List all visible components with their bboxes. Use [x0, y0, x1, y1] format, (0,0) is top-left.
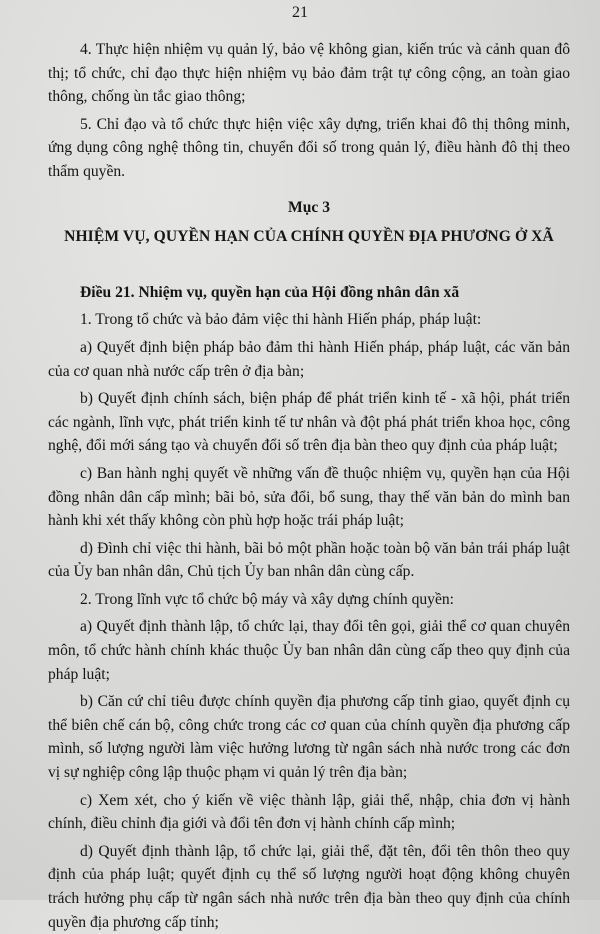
document-body	[48, 38, 570, 934]
section-title: NHIỆM VỤ, QUYỀN HẠN CỦA CHÍNH QUYỀN ĐỊA PHƯƠNG Ở XÃ	[64, 228, 554, 246]
paragraph-item-5: 5. Chỉ đạo và tổ chức thực hiện việc xây dựng, triển khai đô thị thông minh, ứng dụng công nghệ thông tin, chuyển đổi số trong quản lý, điều hành đô thị theo thẩm quyền.	[48, 115, 570, 180]
clause-2a: a) Quyết định thành lập, tổ chức lại, thay đổi tên gọi, giải thể cơ quan chuyên môn, tổ chức hành chính khác thuộc Ủy ban nhân dân cùng cấp theo quy định của pháp luật;	[48, 618, 570, 683]
clause-2d: d) Quyết định thành lập, tổ chức lại, giải thể, đặt tên, đổi tên thôn theo quy định của pháp luật; quyết định cụ thể số lượng người hoạt động không chuyên trách hưởng phụ cấp từ ngân sách nhà nước trên địa bàn theo quy định của chính quyền địa phương cấp tỉnh;	[48, 842, 570, 931]
article-title: Điều 21. Nhiệm vụ, quyền hạn của Hội đồng nhân dân xã	[80, 283, 460, 301]
paragraph-item-4: 4. Thực hiện nhiệm vụ quản lý, bảo vệ không gian, kiến trúc và cảnh quan đô thị; tổ chức, chỉ đạo thực hiện nhiệm vụ bảo đảm trật tự công cộng, an toàn giao thông, chống ùn tắc giao thông;	[48, 41, 570, 106]
page-number: 21	[292, 4, 308, 21]
clause-1c: c) Ban hành nghị quyết về những vấn đề thuộc nhiệm vụ, quyền hạn của Hội đồng nhân dân cấp mình; bãi bỏ, sửa đổi, bổ sung, thay thế văn bản do mình ban hành khi xét thấy không còn phù hợp hoặc trái pháp luật;	[48, 464, 570, 530]
clause-1: 1. Trong tổ chức và bảo đảm việc thi hành Hiến pháp, pháp luật:	[80, 311, 482, 329]
clause-1d: d) Đình chỉ việc thi hành, bãi bỏ một phần hoặc toàn bộ văn bản trái pháp luật của Ủy ban nhân dân, Chủ tịch Ủy ban nhân dân cùng cấp.	[48, 539, 570, 581]
clause-2c: c) Xem xét, cho ý kiến về việc thành lập, giải thể, nhập, chia đơn vị hành chính, điều chỉnh địa giới và đổi tên đơn vị hành chính cấp mình;	[48, 791, 570, 833]
section-label: Mục 3	[287, 198, 330, 216]
clause-2b: b) Căn cứ chỉ tiêu được chính quyền địa phương cấp tỉnh giao, quyết định cụ thể biên chế cán bộ, công chức trong các cơ quan của chính quyền địa phương cấp mình, số lượng người làm việc hưởng lương từ ngân sách nhà nước trong các đơn vị sự nghiệp công lập thuộc phạm vi quản lý trên địa bàn;	[48, 693, 570, 782]
clause-1b: b) Quyết định chính sách, biện pháp để phát triển kinh tế - xã hội, phát triển các ngành, lĩnh vực, phát triển kinh tế tư nhân và đột phá phát triển khoa học, công nghệ, đổi mới sáng tạo và chuyển đổi số trên địa bàn theo quy định của pháp luật;	[48, 390, 570, 455]
clause-2: 2. Trong lĩnh vực tổ chức bộ máy và xây dựng chính quyền:	[80, 590, 455, 608]
clause-1a: a) Quyết định biện pháp bảo đảm thi hành Hiến pháp, pháp luật, các văn bản của cơ quan nhà nước cấp trên ở địa bàn;	[48, 338, 570, 380]
